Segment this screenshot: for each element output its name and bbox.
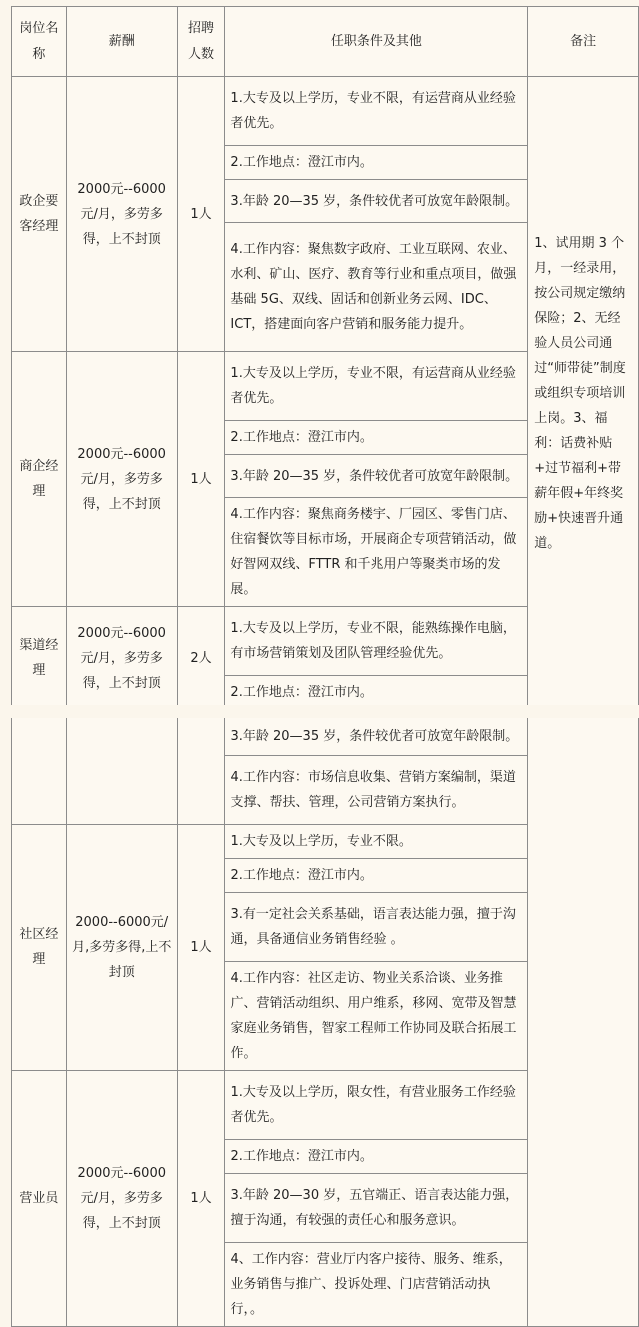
- job-name: 政企要客经理: [12, 77, 67, 352]
- job-requirement: 4.工作内容：聚焦商务楼宇、厂园区、零售门店、住宿餐饮等目标市场，开展商企专项营销活动，做好智网双线、FTTR 和千兆用户等聚类市场的发展。: [225, 498, 528, 607]
- job-salary: 2000元--6000元/月，多劳多得，上不封顶: [66, 1070, 177, 1326]
- job-salary: 2000元--6000元/月，多劳多得，上不封顶: [66, 352, 177, 607]
- table-row: [12, 77, 639, 146]
- page-break: [0, 705, 639, 718]
- table-row: [12, 718, 639, 755]
- header-salary: 薪酬: [66, 7, 177, 77]
- job-requirement: 1.大专及以上学历，专业不限，能熟练操作电脑，有市场营销策划及团队管理经验优先。: [225, 607, 528, 676]
- job-name: 渠道经理: [12, 607, 67, 710]
- job-requirement: 2.工作地点：澄江市内。: [225, 676, 528, 710]
- job-requirement: 4.工作内容：市场信息收集、营销方案编制，渠道支撑、帮扶、管理，公司营销方案执行。: [225, 755, 528, 824]
- job-requirement: 4.工作内容：聚焦数字政府、工业互联网、农业、水利、矿山、医疗、教育等行业和重点项目，做强基础 5G、双线、固话和创新业务云网、IDC、ICT，搭建面向客户营销和服务能力提升。: [225, 223, 528, 352]
- job-salary: 2000元--6000元/月，多劳多得，上不封顶: [66, 77, 177, 352]
- job-requirement: 1.大专及以上学历，专业不限，有运营商从业经验者优先。: [225, 352, 528, 421]
- job-name-continued: [12, 718, 67, 824]
- header-requirements: 任职条件及其他: [225, 7, 528, 77]
- job-headcount: 2人: [177, 607, 225, 710]
- job-name: 商企经理: [12, 352, 67, 607]
- job-salary: 2000元--6000元/月，多劳多得，上不封顶: [66, 607, 177, 710]
- job-requirement: 3.年龄 20—35 岁，条件较优者可放宽年龄限制。: [225, 180, 528, 223]
- job-headcount: 1人: [177, 77, 225, 352]
- job-requirement: 2.工作地点：澄江市内。: [225, 146, 528, 180]
- job-headcount: 1人: [177, 1070, 225, 1326]
- job-name: 社区经理: [12, 824, 67, 1070]
- job-headcount: 1人: [177, 352, 225, 607]
- recruitment-table-part-2: [11, 718, 639, 1327]
- recruitment-table-part-1: [11, 6, 639, 710]
- job-name: 营业员: [12, 1070, 67, 1326]
- job-requirement: 3.有一定社会关系基础，语言表达能力强，擅于沟通，具备通信业务销售经验 。: [225, 892, 528, 961]
- remarks-cell-continued: [528, 718, 639, 1326]
- job-headcount: 1人: [177, 824, 225, 1070]
- job-requirement: 3.年龄 20—35 岁，条件较优者可放宽年龄限制。: [225, 718, 528, 755]
- job-requirement: 1.大专及以上学历，专业不限，有运营商从业经验者优先。: [225, 77, 528, 146]
- job-requirement: 2.工作地点：澄江市内。: [225, 421, 528, 455]
- header-headcount: 招聘人数: [177, 7, 225, 77]
- job-requirement: 3.年龄 20—35 岁，条件较优者可放宽年龄限制。: [225, 455, 528, 498]
- job-salary: 2000--6000元/月,多劳多得,上不封顶: [66, 824, 177, 1070]
- job-requirement: 3.年龄 20—30 岁，五官端正、语言表达能力强，擅于沟通，有较强的责任心和服务意识。: [225, 1173, 528, 1242]
- remarks-cell: 1、试用期 3 个月，一经录用，按公司规定缴纳保险；2、无经验人员公司通过“师带徒”制度或组织专项培训上岗。3、福利：话费补贴+过节福利+带薪年假+年终奖励+快速晋升通道。: [528, 77, 639, 710]
- job-requirement: 2.工作地点：澄江市内。: [225, 858, 528, 892]
- header-position: 岗位名称: [12, 7, 67, 77]
- job-requirement: 1.大专及以上学历，专业不限。: [225, 824, 528, 858]
- job-salary-continued: [66, 718, 177, 824]
- job-requirement: 1.大专及以上学历，限女性，有营业服务工作经验者优先。: [225, 1070, 528, 1139]
- job-requirement: 2.工作地点：澄江市内。: [225, 1139, 528, 1173]
- header-remarks: 备注: [528, 7, 639, 77]
- job-headcount-continued: [177, 718, 225, 824]
- header-row: [12, 7, 639, 77]
- job-requirement: 4、工作内容：营业厅内客户接待、服务、维系，业务销售与推广、投诉处理、门店营销活动执行，。: [225, 1242, 528, 1326]
- job-requirement: 4.工作内容：社区走访、物业关系洽谈、业务推广、营销活动组织、用户维系，移网、宽带及智慧家庭业务销售，智家工程师工作协同及联合拓展工作。: [225, 961, 528, 1070]
